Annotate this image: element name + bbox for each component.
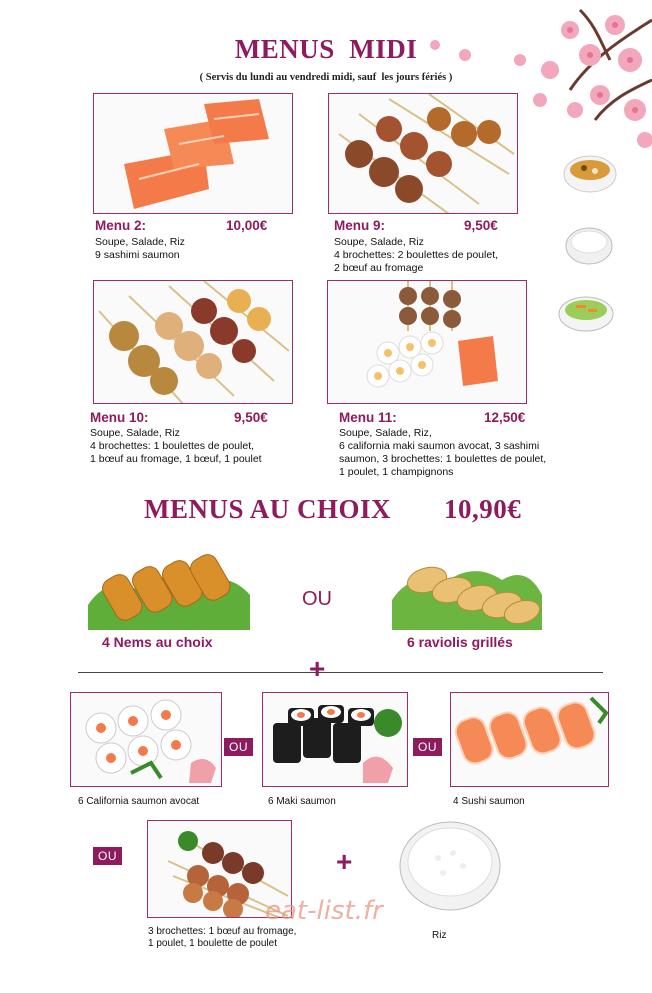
sushi-label: 4 Sushi saumon bbox=[453, 796, 525, 807]
menu-10-line-2: 4 brochettes: 1 boulettes de poulet, bbox=[90, 440, 255, 452]
brochettes-line-2: 1 poulet, 1 boulette de poulet bbox=[148, 938, 277, 949]
menu-11-price: 12,50€ bbox=[484, 410, 526, 425]
brochettes-line-1: 3 brochettes: 1 bœuf au fromage, bbox=[148, 926, 297, 937]
menus-au-choix-price: 10,90€ bbox=[444, 494, 522, 524]
ou-label: OU bbox=[302, 588, 332, 610]
menu-10-name: Menu 10: bbox=[90, 410, 149, 425]
menu-10-photo bbox=[93, 280, 293, 404]
menus-au-choix-title: MENUS AU CHOIX bbox=[144, 494, 392, 524]
menu-9-description bbox=[334, 236, 498, 275]
menu-9-line-1: Soupe, Salade, Riz bbox=[334, 236, 424, 248]
watermark: eat-list.fr bbox=[265, 896, 383, 926]
menu-10-line-1: Soupe, Salade, Riz bbox=[90, 427, 180, 439]
menu-9-name: Menu 9: bbox=[334, 218, 386, 233]
menu-11-photo bbox=[327, 280, 527, 404]
section-divider bbox=[78, 672, 603, 673]
page-subtitle: ( Servis du lundi au vendredi midi, sauf les jours fériés ) bbox=[199, 72, 453, 83]
sushi-photo bbox=[450, 692, 609, 787]
menu-10-description bbox=[90, 427, 262, 466]
salad-bowl-icon bbox=[556, 290, 616, 334]
plus-sign: + bbox=[309, 653, 326, 684]
raviolis-photo bbox=[392, 540, 542, 630]
nems-label: 4 Nems au choix bbox=[102, 634, 213, 650]
ou-badge-2: OU bbox=[413, 738, 442, 756]
menu-2-price: 10,00€ bbox=[226, 218, 268, 233]
riz-label: Riz bbox=[432, 930, 447, 941]
plus-sign-2: + bbox=[336, 846, 353, 877]
california-label: 6 California saumon avocat bbox=[78, 796, 200, 807]
maki-photo bbox=[262, 692, 408, 787]
soup-bowl-icon bbox=[562, 152, 618, 198]
menu-2-description bbox=[95, 236, 185, 262]
menu-10-price: 9,50€ bbox=[234, 410, 268, 425]
page-title: MENUS MIDI bbox=[234, 34, 418, 64]
ou-badge-1: OU bbox=[224, 738, 253, 756]
menu-2-line-2: 9 sashimi saumon bbox=[95, 249, 180, 261]
menu-11-line-4: 1 poulet, 1 champignons bbox=[339, 466, 454, 478]
menu-10-line-3: 1 bœuf au fromage, 1 bœuf, 1 poulet bbox=[90, 453, 262, 465]
brochettes-description bbox=[148, 926, 296, 950]
raviolis-label: 6 raviolis grillés bbox=[407, 634, 513, 650]
menu-11-name: Menu 11: bbox=[339, 410, 397, 425]
menu-11-line-1: Soupe, Salade, Riz, bbox=[339, 427, 432, 439]
menu-11-line-2: 6 california maki saumon avocat, 3 sashimi bbox=[339, 440, 540, 452]
menu-9-photo bbox=[328, 93, 518, 214]
california-photo bbox=[70, 692, 222, 787]
menu-2-line-1: Soupe, Salade, Riz bbox=[95, 236, 185, 248]
menu-9-price: 9,50€ bbox=[464, 218, 498, 233]
menu-2-photo bbox=[93, 93, 293, 214]
menu-9-line-3: 2 bœuf au fromage bbox=[334, 262, 424, 274]
menu-2-name: Menu 2: bbox=[95, 218, 147, 233]
maki-label: 6 Maki saumon bbox=[268, 796, 336, 807]
menu-11-description bbox=[339, 427, 546, 479]
menu-9-line-2: 4 brochettes: 2 boulettes de poulet, bbox=[334, 249, 499, 261]
nems-photo bbox=[88, 535, 250, 630]
rice-bowl-icon bbox=[564, 222, 614, 266]
menu-11-line-3: saumon, 3 brochettes: 1 boulettes de poulet, bbox=[339, 453, 547, 465]
riz-photo bbox=[398, 818, 503, 913]
ou-badge-3: OU bbox=[93, 847, 122, 865]
